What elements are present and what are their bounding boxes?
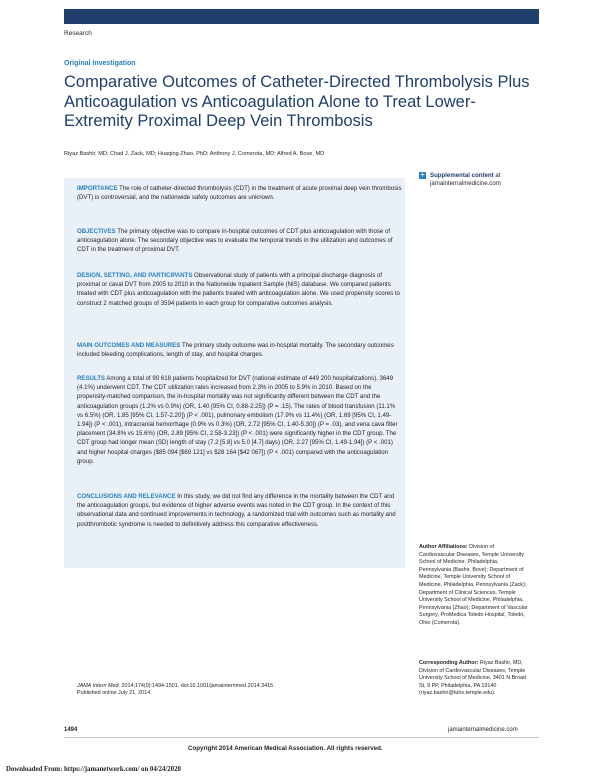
published-date: Published online July 21, 2014.: [77, 690, 152, 697]
design-text: Observational study of patients with a principal discharge diagnosis of proximal or caval DVT from 2005 to 2010 in the Nationwide Inpatient Sample (NIS) database. We compared patients treated with CDT plus anticoagulation with the patients treated with anticoagulation alone. We used propensity scores to construct 2 matched groups of 3594 patients in each group for comparative outcomes analysis.: [77, 272, 400, 307]
affiliations-text: Division of Cardiovascular Diseases, Temple University School of Medicine, Philadelphia, Pennsylvania (Bashir, Bove); Department of Medicine, Temple University School of Medicine, Philadelphia, Pennsylvania (Zack); Department of Clinical Sciences, Temple University School of Medicine, Philadelphia, Pennsylvania (Zhao); Department of Vascular Surgery, ProMedica Toledo Hospital, Toledo, Ohio (Comerota).: [419, 544, 528, 626]
article-type: Original Investigation: [64, 60, 136, 67]
copyright-notice: Copyright 2014 American Medical Association. All rights reserved.: [188, 745, 383, 752]
site-url[interactable]: jamainternalmedicine.com: [448, 727, 518, 733]
objectives-heading: OBJECTIVES: [77, 228, 116, 235]
abstract-conclusions: [77, 492, 402, 529]
supplemental-heading: Supplemental content: [430, 172, 494, 179]
measures-heading: MAIN OUTCOMES AND MEASURES: [77, 342, 181, 349]
author-list: Riyaz Bashir, MD; Chad J. Zack, MD; Huaqing Zhao, PhD; Anthony J. Comerota, MD; Alfred A. Bove, MD: [64, 151, 325, 157]
abstract-design: [77, 271, 402, 308]
supplemental-content-link[interactable]: [430, 172, 550, 188]
article-title: Comparative Outcomes of Catheter-Directed Thrombolysis Plus Anticoagulation vs Anticoagulation Alone to Treat Lower-Extremity Proximal Deep Vein Thrombosis: [64, 73, 530, 130]
abstract-measures: [77, 341, 402, 359]
supplemental-text: at jamainternalmedicine.com: [430, 172, 501, 187]
results-heading: RESULTS: [77, 375, 105, 382]
download-stamp: Downloaded From: https://jamanetwork.com/ on 04/24/2020: [6, 766, 181, 773]
abstract-importance: [77, 184, 402, 202]
importance-heading: IMPORTANCE: [77, 185, 118, 192]
author-affiliations: [419, 544, 529, 628]
results-text: Among a total of 90 618 patients hospitalized for DVT (national estimate of 449 200 hospitalizations), 3649 (4.1%) underwent CDT. The CDT utilization rates increased from 2.3% in 2005 to 5.9% in 2010. Based on the propensity-matched comparison, the in-hospital mortality was not significantly different between the CDT and the anticoagulation groups (1.2% vs 0.9%) (OR, 1.40 [95% CI, 0.88-2.25]) (P = .15). The rates of blood transfusion (11.1% vs 6.5%) (OR, 1.85 [95% CI, 1.57-2.20]) (P < .001), pulmonary embolism (17.9% vs 11.4%) (OR, 1.69 [95% CI, 1.49-1.94]) (P < .001), intracranial hemorrhage (0.9% vs 0.3%) (OR, 2.72 [95% CI, 1.40-5.30]) (P = .03), and vena cava filter placement (34.8% vs 15.6%) (OR, 2.89 [95% CI, 2.58-3.23]) (P < .001) were significantly higher in the CDT group. The CDT group had longer mean (SD) length of stay (7.2 [5.8] vs 5.0 [4.7] days) (OR, 2.27 [95% CI, 1.49-1.94]) (P < .001) and higher hospital charges ($85 094 [$69 121] vs $28 164 [$42 067]) (P < .001) compared with the anticoagulation group.: [77, 375, 398, 465]
plus-icon: +: [420, 172, 425, 179]
corresponding-text: Riyaz Bashir, MD, Division of Cardiovascular Diseases, Temple University School of Medicine, 3401 N Broad St, 9 PP, Philadelphia, PA 19140 (riyaz.bashir@tuhs.temple.edu).: [419, 660, 526, 697]
design-heading: DESIGN, SETTING, AND PARTICIPANTS: [77, 272, 193, 279]
conclusions-heading: CONCLUSIONS AND RELEVANCE: [77, 493, 176, 500]
header-bar: [64, 9, 539, 24]
journal-name: JAMA Intern Med.: [77, 683, 120, 689]
objectives-text: The primary objective was to compare in-hospital outcomes of CDT plus anticoagulation with those of anticoagulation alone. The secondary objective was to evaluate the temporal trends in the utilization and outcomes of CDT in the treatment of proximal DVT.: [77, 228, 393, 254]
corresponding-heading: Corresponding Author:: [419, 660, 479, 666]
conclusions-text: In this study, we did not find any difference in the mortality between the CDT and the anticoagulation groups, but evidence of higher adverse events was noted in the CDT group. In the context of this observational data and continued improvements in technology, a randomized trial with outcomes such as mortality and postthrombotic syndrome is needed to definitively address this comparative effectiveness.: [77, 493, 396, 528]
corresponding-author: [419, 660, 529, 698]
measures-text: The primary study outcome was in-hospital mortality. The secondary outcomes included bleeding complications, length of stay, and hospital charges.: [77, 342, 394, 359]
page-number: 1494: [64, 727, 78, 733]
importance-text: The role of catheter-directed thrombolysis (CDT) in the treatment of acute proximal deep vein thrombosis (DVT) is controversial, and the nationwide safety outcomes are unknown.: [77, 185, 402, 202]
citation: [77, 683, 397, 697]
affiliations-heading: Author Affiliations:: [419, 544, 468, 550]
abstract-objectives: [77, 227, 402, 255]
footer-divider: [64, 737, 539, 738]
abstract-results: [77, 374, 402, 466]
citation-details: 2014;174(9):1494-1501. doi:10.1001/jamainternmed.2014.3415: [119, 683, 274, 689]
section-label: Research: [64, 30, 92, 37]
